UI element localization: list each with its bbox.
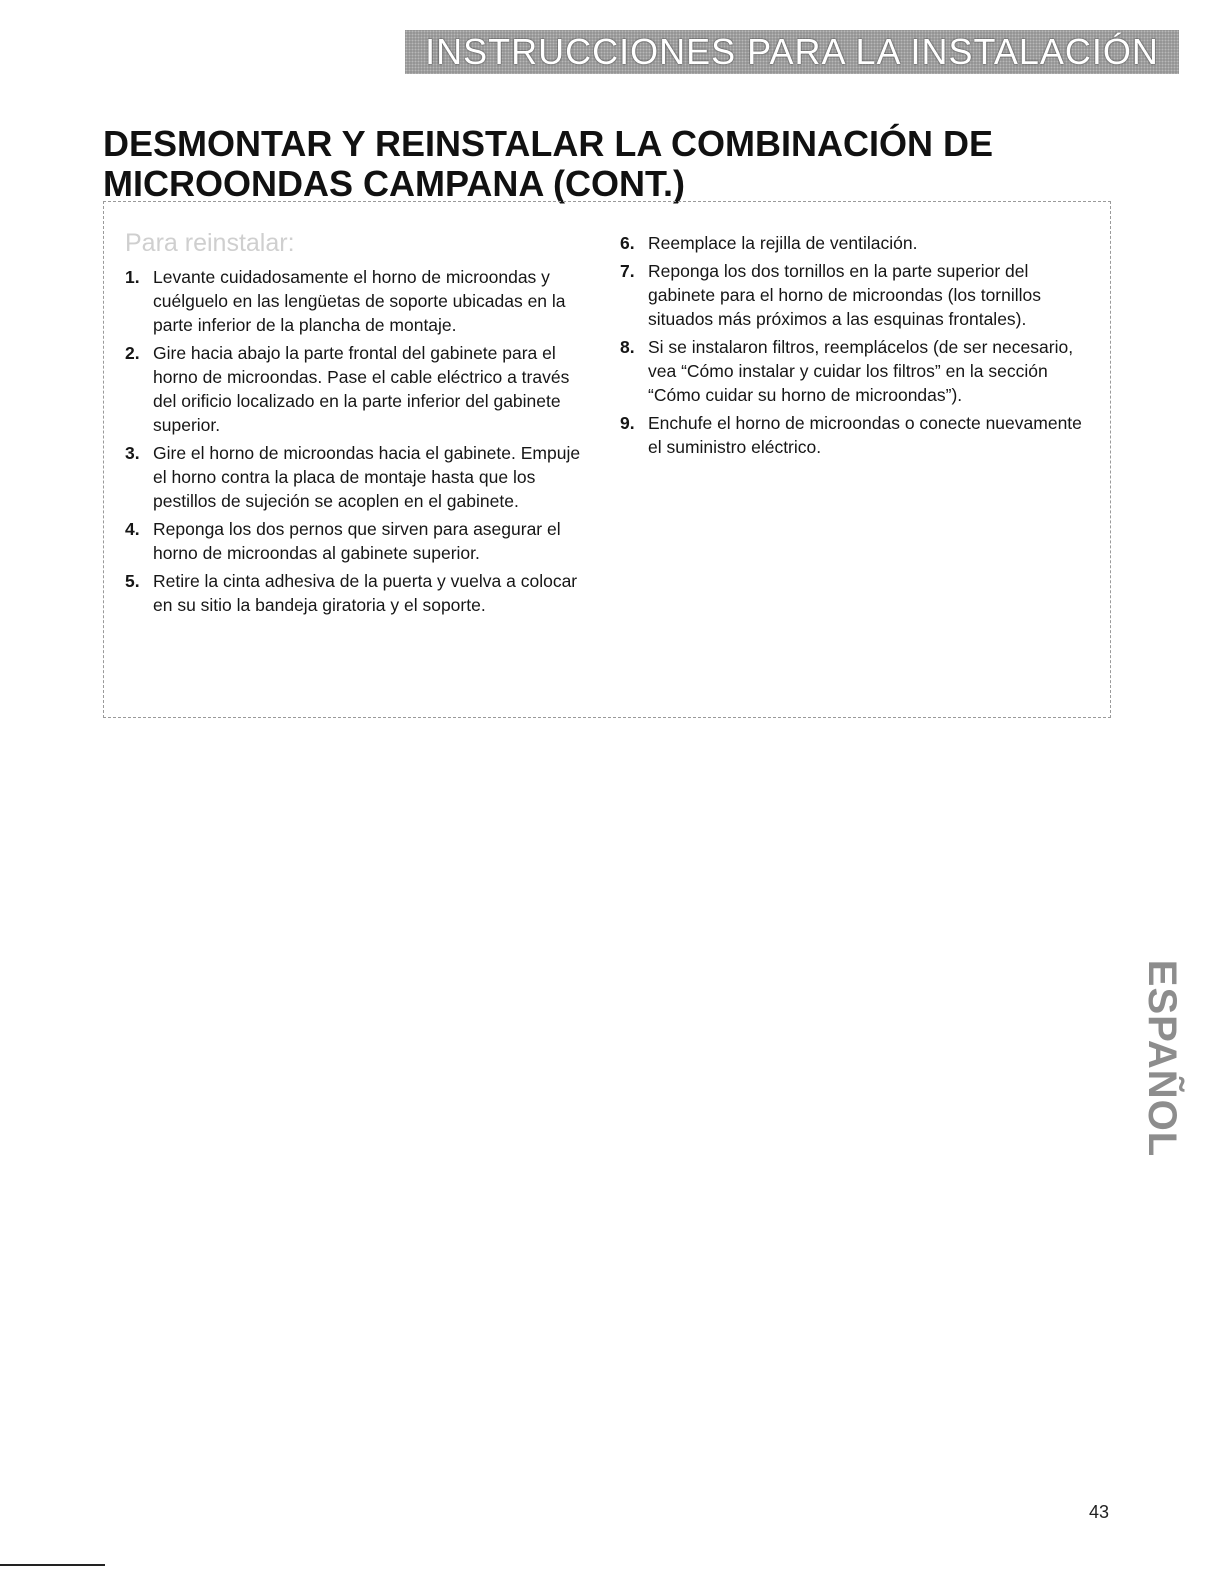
step-item [125, 341, 585, 437]
step-text: Enchufe el horno de microondas o conecte nuevamente el suministro eléctrico. [648, 413, 1082, 457]
step-number: 7. [620, 261, 635, 281]
step-item [620, 335, 1095, 407]
step-item [125, 265, 585, 337]
step-number: 4. [125, 519, 140, 539]
step-number: 9. [620, 413, 635, 433]
step-text: Gire el horno de microondas hacia el gabinete. Empuje el horno contra la placa de montaje hasta que los pestillos de sujeción se acoplen en el gabinete. [153, 443, 581, 511]
steps-list-right [620, 231, 1095, 463]
step-text: Retire la cinta adhesiva de la puerta y vuelva a colocar en su sitio la bandeja giratoria y el soporte. [153, 571, 578, 615]
step-item [125, 569, 585, 617]
footer-rule [0, 1564, 105, 1566]
step-number: 2. [125, 343, 140, 363]
page-number: 43 [1089, 1502, 1110, 1522]
step-text: Gire hacia abajo la parte frontal del gabinete para el horno de microondas. Pase el cable eléctrico a través del orificio localizado en la parte inferior del gabinete superior. [153, 343, 570, 435]
step-item [620, 259, 1095, 331]
step-item [620, 231, 1095, 255]
step-number: 8. [620, 337, 635, 357]
page-title: DESMONTAR Y REINSTALAR LA COMBINACIÓN DE MICROONDAS CAMPANA (CONT.) [103, 123, 994, 204]
step-text: Reemplace la rejilla de ventilación. [648, 233, 918, 253]
step-text: Reponga los dos pernos que sirven para asegurar el horno de microondas al gabinete superior. [153, 519, 561, 563]
step-text: Si se instalaron filtros, reemplácelos (de ser necesario, vea “Cómo instalar y cuidar los filtros” en la sección “Cómo cuidar su horno de microondas”). [648, 337, 1074, 405]
language-side-tab [1140, 942, 1185, 1175]
section-banner [405, 30, 1179, 74]
steps-list-left [125, 265, 585, 621]
section-banner-text: INSTRUCCIONES PARA LA INSTALACIÓN [425, 31, 1159, 72]
step-item [620, 411, 1095, 459]
subheading: Para reinstalar: [125, 229, 295, 257]
step-text: Levante cuidadosamente el horno de microondas y cuélguelo en las lengüetas de soporte ubicadas en la parte inferior de la plancha de montaje. [153, 267, 566, 335]
step-number: 1. [125, 267, 140, 287]
step-item [125, 517, 585, 565]
step-number: 3. [125, 443, 140, 463]
step-number: 6. [620, 233, 635, 253]
language-side-tab-label: ESPAÑOL [1140, 959, 1185, 1158]
step-item [125, 441, 585, 513]
step-text: Reponga los dos tornillos en la parte superior del gabinete para el horno de microondas (los tornillos situados más próximos a las esquinas frontales). [648, 261, 1042, 329]
step-number: 5. [125, 571, 140, 591]
